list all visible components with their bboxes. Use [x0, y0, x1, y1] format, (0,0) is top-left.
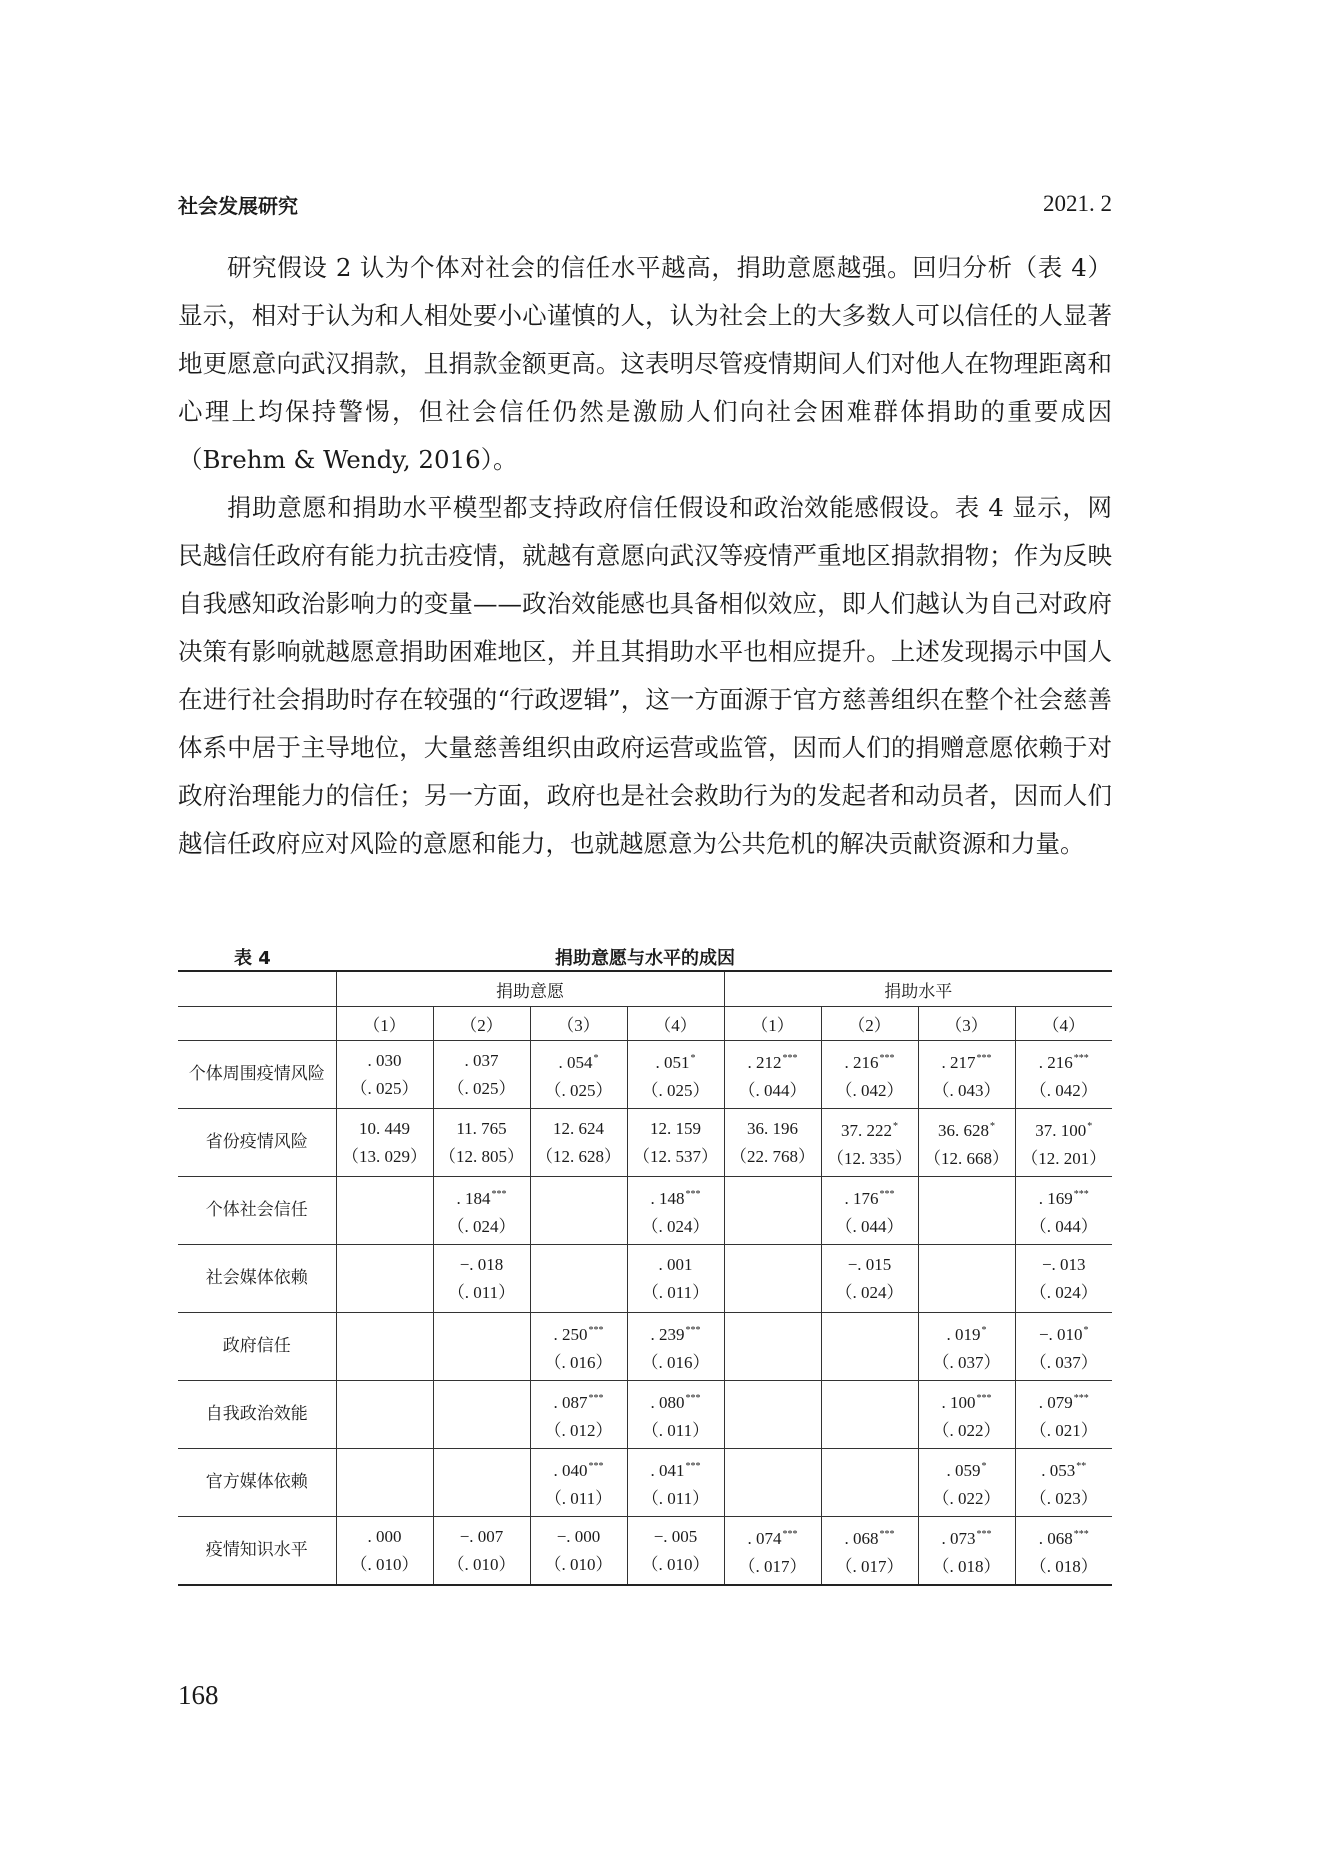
- standard-error: （. 018）: [1029, 1556, 1098, 1576]
- row-label: 个体周围疫情风险: [178, 1041, 336, 1109]
- coefficient: 12. 624: [553, 1118, 604, 1138]
- table-cell: [336, 1041, 433, 1109]
- significance-stars: *: [1083, 1324, 1089, 1336]
- standard-error: （. 016）: [544, 1352, 613, 1372]
- standard-error: （. 024）: [1029, 1282, 1098, 1302]
- coefficient: . 000: [367, 1526, 402, 1546]
- coefficient: . 074: [747, 1528, 782, 1548]
- significance-stars: *: [893, 1120, 898, 1132]
- standard-error: （. 025）: [447, 1078, 516, 1098]
- model-header: （4）: [1015, 1007, 1112, 1041]
- table-cell: [336, 1381, 433, 1449]
- table-row: [178, 1041, 1112, 1109]
- standard-error: （. 025）: [350, 1078, 419, 1098]
- coefficient: 37. 222: [841, 1120, 892, 1140]
- table-cell: [433, 1449, 530, 1517]
- table-cell: [724, 1449, 821, 1517]
- table-label: 表 4: [234, 948, 271, 969]
- table-row: [178, 1517, 1112, 1586]
- coefficient: . 216: [844, 1052, 879, 1072]
- table-row: [178, 1245, 1112, 1313]
- coefficient: . 040: [553, 1460, 588, 1480]
- coefficient: . 212: [747, 1052, 782, 1072]
- significance-stars: ***: [685, 1188, 701, 1200]
- coefficient: . 059: [946, 1460, 981, 1480]
- table-cell: [821, 1313, 918, 1381]
- significance-stars: ***: [976, 1052, 992, 1064]
- significance-stars: ***: [782, 1528, 798, 1540]
- table-row: [178, 1177, 1112, 1245]
- table-cell: [1015, 1109, 1112, 1177]
- standard-error: （. 023）: [1029, 1488, 1098, 1508]
- table-cell: [724, 1313, 821, 1381]
- table-cell: [627, 1041, 724, 1109]
- table-cell: [336, 1245, 433, 1313]
- standard-error: （. 012）: [544, 1420, 613, 1440]
- coefficient: . 073: [941, 1528, 976, 1548]
- standard-error: （. 025）: [641, 1080, 710, 1100]
- significance-stars: ***: [685, 1392, 701, 1404]
- coefficient: 37. 100: [1035, 1120, 1087, 1140]
- table-corner-cell: [178, 1007, 336, 1041]
- significance-stars: ***: [685, 1324, 701, 1336]
- standard-error: （12. 628）: [536, 1146, 621, 1166]
- coefficient: . 100: [941, 1392, 976, 1412]
- table-cell: [821, 1517, 918, 1586]
- table-cell: [918, 1381, 1015, 1449]
- coefficient: . 053: [1041, 1460, 1076, 1480]
- standard-error: （. 011）: [641, 1420, 710, 1440]
- table-cell: [821, 1109, 918, 1177]
- table-cell: [918, 1245, 1015, 1313]
- table-row: [178, 1313, 1112, 1381]
- table-cell: [627, 1109, 724, 1177]
- standard-error: （. 037）: [1029, 1352, 1098, 1372]
- model-header: （3）: [918, 1007, 1015, 1041]
- coefficient: . 217: [941, 1052, 976, 1072]
- significance-stars: ***: [1073, 1392, 1089, 1404]
- table-cell: [336, 1109, 433, 1177]
- standard-error: （. 010）: [447, 1554, 516, 1574]
- coefficient: 36. 628: [938, 1120, 989, 1140]
- significance-stars: ***: [588, 1324, 604, 1336]
- body-text: [178, 244, 1112, 868]
- coefficient: . 079: [1038, 1392, 1073, 1412]
- significance-stars: *: [981, 1460, 987, 1472]
- standard-error: （. 024）: [641, 1216, 710, 1236]
- table-cell: [627, 1177, 724, 1245]
- table-cell: [530, 1245, 627, 1313]
- standard-error: （. 044）: [835, 1216, 904, 1236]
- table-cell: [724, 1517, 821, 1586]
- coefficient: −. 010: [1038, 1324, 1083, 1344]
- coefficient: . 239: [650, 1324, 685, 1344]
- standard-error: （. 042）: [1029, 1080, 1098, 1100]
- coefficient: −. 013: [1041, 1254, 1086, 1274]
- table-cell: [433, 1313, 530, 1381]
- coefficient: −. 015: [847, 1254, 892, 1274]
- significance-stars: ***: [976, 1392, 992, 1404]
- table-cell: [918, 1517, 1015, 1586]
- standard-error: （12. 668）: [924, 1148, 1009, 1168]
- table-cell: [530, 1449, 627, 1517]
- group-header-willingness: 捐助意愿: [336, 971, 724, 1007]
- significance-stars: *: [593, 1052, 599, 1064]
- table-cell: [627, 1449, 724, 1517]
- coefficient: 12. 159: [650, 1118, 701, 1138]
- row-label: 省份疫情风险: [178, 1109, 336, 1177]
- model-header: （2）: [821, 1007, 918, 1041]
- standard-error: （. 042）: [835, 1080, 904, 1100]
- table-cell: [627, 1245, 724, 1313]
- significance-stars: ***: [879, 1188, 895, 1200]
- coefficient: . 037: [464, 1050, 499, 1070]
- table-group-header: [178, 971, 1112, 1007]
- row-label: 自我政治效能: [178, 1381, 336, 1449]
- table-cell: [433, 1517, 530, 1586]
- standard-error: （. 010）: [350, 1554, 419, 1574]
- table-cell: [1015, 1449, 1112, 1517]
- coefficient: . 250: [553, 1324, 588, 1344]
- regression-table: [178, 970, 1112, 1586]
- table-cell: [433, 1109, 530, 1177]
- coefficient: −. 000: [556, 1526, 601, 1546]
- table-cell: [724, 1109, 821, 1177]
- coefficient: . 068: [1038, 1528, 1073, 1548]
- standard-error: （. 044）: [738, 1080, 807, 1100]
- coefficient: . 001: [658, 1254, 693, 1274]
- table-cell: [918, 1313, 1015, 1381]
- standard-error: （. 022）: [932, 1420, 1001, 1440]
- standard-error: （. 024）: [447, 1216, 516, 1236]
- standard-error: （12. 201）: [1021, 1148, 1107, 1168]
- group-header-level: 捐助水平: [724, 971, 1112, 1007]
- table-cell: [336, 1177, 433, 1245]
- row-label: 疫情知识水平: [178, 1517, 336, 1586]
- page-number: 168: [178, 1680, 219, 1710]
- row-label: 官方媒体依赖: [178, 1449, 336, 1517]
- paragraph: 研究假设 2 认为个体对社会的信任水平越高，捐助意愿越强。回归分析（表 4）显示，相对于认为和人相处要小心谨慎的人，认为社会上的大多数人可以信任的人显著地更愿意向武汉捐款，且捐款金额更高。这表明尽管疫情期间人们对他人在物理距离和心理上均保持警惕，但社会信任仍然是激励人们向社会困难群体捐助的重要成因（Brehm & Wendy, 2016）。: [178, 253, 1112, 474]
- coefficient: . 087: [553, 1392, 588, 1412]
- standard-error: （. 011）: [641, 1488, 710, 1508]
- coefficient: . 051: [655, 1052, 690, 1072]
- table-cell: [918, 1177, 1015, 1245]
- table-cell: [530, 1177, 627, 1245]
- table-cell: [530, 1517, 627, 1586]
- significance-stars: ***: [491, 1188, 507, 1200]
- table-title: 捐助意愿与水平的成因: [555, 948, 735, 969]
- coefficient: . 176: [844, 1188, 879, 1208]
- table-cell: [530, 1313, 627, 1381]
- table-cell: [530, 1041, 627, 1109]
- standard-error: （. 010）: [641, 1554, 710, 1574]
- table-cell: [530, 1381, 627, 1449]
- table-cell: [821, 1381, 918, 1449]
- coefficient: −. 018: [459, 1254, 504, 1274]
- running-head: [178, 188, 1112, 220]
- significance-stars: ***: [782, 1052, 798, 1064]
- table-cell: [821, 1177, 918, 1245]
- table-cell: [627, 1517, 724, 1586]
- table-block: [178, 940, 1112, 1586]
- significance-stars: ***: [1073, 1188, 1089, 1200]
- standard-error: （. 017）: [738, 1556, 807, 1576]
- significance-stars: ***: [976, 1528, 992, 1540]
- coefficient: −. 007: [459, 1526, 504, 1546]
- standard-error: （12. 537）: [633, 1146, 718, 1166]
- table-corner-cell: [178, 971, 336, 1007]
- standard-error: （. 011）: [641, 1282, 710, 1302]
- significance-stars: *: [1087, 1120, 1093, 1132]
- table-cell: [821, 1449, 918, 1517]
- table-cell: [627, 1313, 724, 1381]
- standard-error: （. 037）: [932, 1352, 1001, 1372]
- coefficient: . 216: [1038, 1052, 1073, 1072]
- model-header: （4）: [627, 1007, 724, 1041]
- coefficient: 11. 765: [456, 1118, 507, 1138]
- row-label: 政府信任: [178, 1313, 336, 1381]
- table-cell: [821, 1041, 918, 1109]
- table-cell: [1015, 1517, 1112, 1586]
- standard-error: （12. 805）: [439, 1146, 524, 1166]
- row-label: 社会媒体依赖: [178, 1245, 336, 1313]
- table-cell: [724, 1177, 821, 1245]
- table-cell: [336, 1517, 433, 1586]
- coefficient: . 019: [946, 1324, 981, 1344]
- coefficient: . 041: [650, 1460, 685, 1480]
- model-header: （1）: [336, 1007, 433, 1041]
- table-cell: [918, 1041, 1015, 1109]
- table-cell: [724, 1041, 821, 1109]
- significance-stars: *: [981, 1324, 987, 1336]
- significance-stars: ***: [588, 1460, 604, 1472]
- significance-stars: ***: [879, 1052, 895, 1064]
- table-cell: [918, 1109, 1015, 1177]
- significance-stars: *: [690, 1052, 696, 1064]
- coefficient: . 068: [844, 1528, 879, 1548]
- coefficient: 36. 196: [747, 1118, 798, 1138]
- table-cell: [433, 1245, 530, 1313]
- table-cell: [1015, 1041, 1112, 1109]
- significance-stars: ***: [1073, 1528, 1089, 1540]
- table-cell: [433, 1177, 530, 1245]
- standard-error: （. 022）: [932, 1488, 1001, 1508]
- table-cell: [821, 1245, 918, 1313]
- standard-error: （13. 029）: [342, 1146, 427, 1166]
- significance-stars: ***: [879, 1528, 895, 1540]
- significance-stars: **: [1076, 1460, 1087, 1472]
- standard-error: （. 011）: [447, 1282, 516, 1302]
- coefficient: . 054: [558, 1052, 593, 1072]
- table-cell: [1015, 1177, 1112, 1245]
- table-cell: [530, 1109, 627, 1177]
- standard-error: （. 043）: [932, 1080, 1001, 1100]
- model-header: （3）: [530, 1007, 627, 1041]
- journal-title: 社会发展研究: [178, 193, 298, 218]
- significance-stars: *: [990, 1120, 995, 1132]
- model-header: （2）: [433, 1007, 530, 1041]
- standard-error: （. 010）: [544, 1554, 613, 1574]
- coefficient: −. 005: [653, 1526, 698, 1546]
- table-cell: [918, 1449, 1015, 1517]
- standard-error: （. 017）: [835, 1556, 904, 1576]
- table-cell: [627, 1381, 724, 1449]
- standard-error: （. 021）: [1029, 1420, 1098, 1440]
- coefficient: . 080: [650, 1392, 685, 1412]
- standard-error: （. 018）: [932, 1556, 1001, 1576]
- standard-error: （. 024）: [835, 1282, 904, 1302]
- table-body: [178, 1041, 1112, 1586]
- table-cell: [724, 1245, 821, 1313]
- significance-stars: ***: [685, 1460, 701, 1472]
- coefficient: . 030: [367, 1050, 402, 1070]
- table-cell: [433, 1381, 530, 1449]
- table-row: [178, 1381, 1112, 1449]
- paragraph: 捐助意愿和捐助水平模型都支持政府信任假设和政治效能感假设。表 4 显示，网民越信任政府有能力抗击疫情，就越有意愿向武汉等疫情严重地区捐款捐物；作为反映自我感知政治影响力的变量——政治效能感也具备相似效应，即人们越认为自己对政府决策有影响就越愿意捐助困难地区，并且其捐助水平也相应提升。上述发现揭示中国人在进行社会捐助时存在较强的“行政逻辑”，这一方面源于官方慈善组织在整个社会慈善体系中居于主导地位，大量慈善组织由政府运营或监管，因而人们的捐赠意愿依赖于对政府治理能力的信任；另一方面，政府也是社会救助行为的发起者和动员者，因而人们越信任政府应对风险的意愿和能力，也就越愿意为公共危机的解决贡献资源和力量。: [178, 493, 1112, 858]
- table-cell: [1015, 1313, 1112, 1381]
- significance-stars: ***: [1073, 1052, 1089, 1064]
- standard-error: （. 025）: [544, 1080, 613, 1100]
- standard-error: （. 016）: [641, 1352, 710, 1372]
- table-cell: [433, 1041, 530, 1109]
- coefficient: . 169: [1038, 1188, 1073, 1208]
- row-label: 个体社会信任: [178, 1177, 336, 1245]
- standard-error: （12. 335）: [827, 1148, 912, 1168]
- coefficient: . 148: [650, 1188, 685, 1208]
- table-cell: [1015, 1381, 1112, 1449]
- table-caption: [178, 940, 1112, 970]
- table-cell: [1015, 1245, 1112, 1313]
- table-cell: [336, 1449, 433, 1517]
- table-model-header: [178, 1007, 1112, 1041]
- standard-error: （. 011）: [544, 1488, 613, 1508]
- table-cell: [724, 1381, 821, 1449]
- significance-stars: ***: [588, 1392, 604, 1404]
- table-row: [178, 1109, 1112, 1177]
- table-cell: [336, 1313, 433, 1381]
- table-row: [178, 1449, 1112, 1517]
- coefficient: . 184: [456, 1188, 491, 1208]
- model-header: （1）: [724, 1007, 821, 1041]
- issue-number: 2021. 2: [1043, 191, 1112, 216]
- standard-error: （22. 768）: [730, 1146, 815, 1166]
- coefficient: 10. 449: [359, 1118, 410, 1138]
- standard-error: （. 044）: [1029, 1216, 1098, 1236]
